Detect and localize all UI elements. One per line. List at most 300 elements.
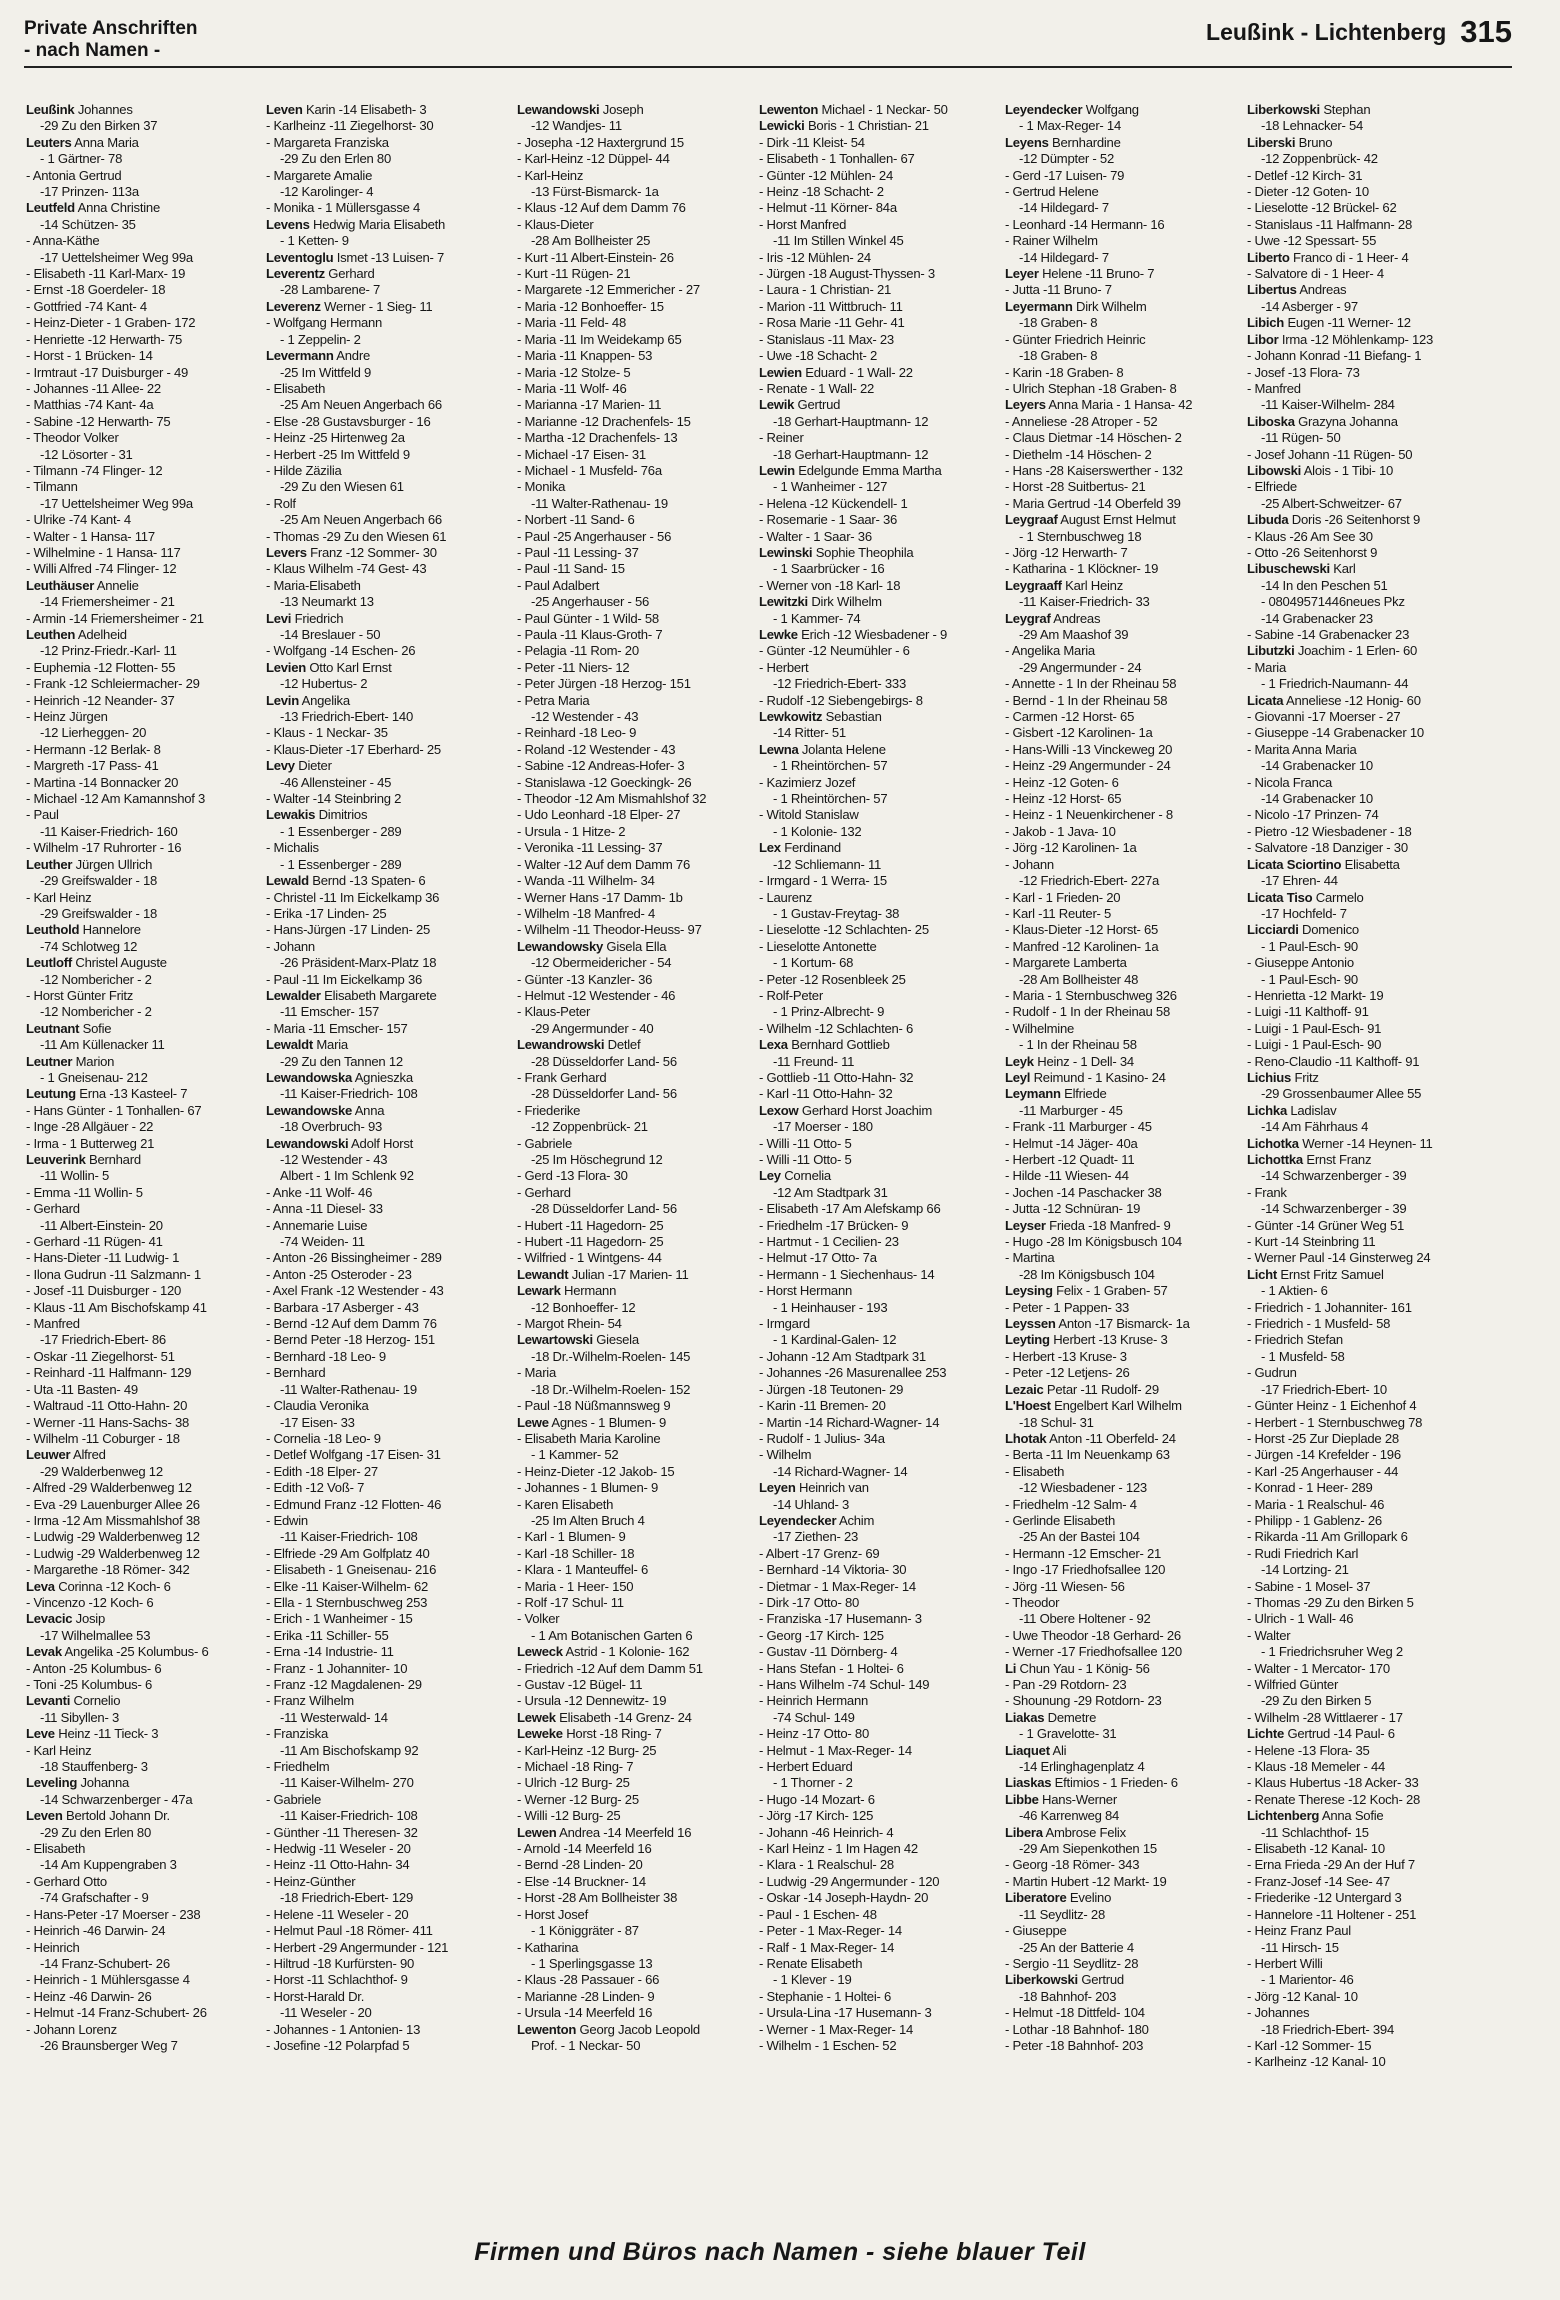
entry-line: - Maria -11 Im Weidekamp 65: [517, 331, 682, 347]
entry-line: - Euphemia -12 Flotten- 55: [26, 659, 176, 675]
entry-line: - Bernd -12 Auf dem Damm 76: [266, 1316, 437, 1332]
entry-line: - Antonia Gertrud: [26, 167, 122, 183]
entry-line: - Erika -17 Linden- 25: [266, 905, 387, 921]
entry-line: - Anton -26 Bissingheimer - 289: [266, 1250, 442, 1266]
surname-entry: [1247, 643, 1487, 659]
entry-line: - Stanislaus -11 Halfmann- 28: [1247, 216, 1412, 232]
surname-entry: [1005, 611, 1245, 627]
footer-note: Firmen und Büros nach Namen - siehe blauer Teil: [474, 2238, 1086, 2266]
entry-line: - Wilhelm -11 Theodor-Heuss- 97: [517, 922, 702, 938]
address-line: - 1 Kammer- 52: [531, 1447, 619, 1463]
entry-line: - Wilhelm -18 Manfred- 4: [517, 905, 656, 921]
entry-line: - Willi -11 Otto- 5: [759, 1152, 852, 1167]
address-line: - 1 Heinhauser - 193: [773, 1299, 888, 1315]
surname-entry: [26, 1775, 266, 1791]
address-line: -28 Düsseldorfer Land- 56: [531, 1086, 677, 1102]
surname: Leyens: [1005, 134, 1049, 150]
address-line: -12 Obermeidericher - 54: [531, 955, 672, 971]
entry-line: - Ulrich -12 Burg- 25: [517, 1775, 630, 1791]
entry-line: - Gerd -13 Flora- 30: [517, 1168, 628, 1184]
address-line: -18 Dr.-Wilhelm-Roelen- 145: [531, 1348, 691, 1364]
entry-details: Heinz - 1 Dell- 34: [1033, 1053, 1134, 1069]
entry-line: - Wilfried Günter: [1247, 1677, 1339, 1692]
entry-line: - Renate - 1 Wall- 22: [759, 380, 875, 396]
entry-line: - Carmen -12 Horst- 65: [1005, 709, 1135, 725]
entry-line: - Paul Adalbert: [517, 577, 600, 593]
address-line: -14 Grabenacker 23: [1261, 610, 1373, 626]
entry-line: - Elisabeth -11 Karl-Marx- 19: [26, 266, 186, 282]
entry-line: - Elisabeth -12 Kanal- 10: [1247, 1841, 1385, 1857]
entry-line: - Johannes -11 Allee- 22: [26, 380, 161, 396]
entry-line: - Henrietta -12 Markt- 19: [1247, 987, 1384, 1003]
entry-details: Andreas: [1296, 282, 1347, 298]
address-line: - 1 Friedrichsruher Weg 2: [1261, 1644, 1403, 1660]
entry-details: August Ernst Helmut: [1057, 512, 1176, 528]
entry-line: - Gisbert -12 Karolinen- 1a: [1005, 725, 1153, 741]
surname: Libuschewski: [1247, 561, 1330, 577]
address-line: -14 Asberger - 97: [1261, 298, 1358, 314]
entry-line: - Helmut - 1 Max-Reger- 14: [759, 1742, 912, 1758]
surname: Lewinski: [759, 544, 813, 560]
entry-line: - Martha -12 Drachenfels- 13: [517, 430, 678, 446]
entry-line: - Thomas -29 Zu den Birken 5: [1247, 1594, 1414, 1610]
entry-line: - Horst Hermann: [759, 1283, 853, 1299]
entry-line: - Sergio -11 Seydlitz- 28: [1005, 1955, 1139, 1971]
entry-line: - Veronika -11 Lessing- 37: [517, 840, 663, 856]
address-line: -25 Albert-Schweitzer- 67: [1261, 495, 1402, 511]
entry-details: Michael - 1 Neckar- 50: [818, 102, 948, 117]
address-line: -17 Uettelsheimer Weg 99a: [40, 495, 193, 511]
entry-details: Georg Jacob Leopold: [576, 2021, 700, 2037]
surname-entry: [1247, 1152, 1487, 1168]
entry-line: - Hans-Peter -17 Moerser - 238: [26, 1906, 201, 1922]
surname: Leygraaf: [1005, 512, 1058, 528]
entry-line: - Friedrich - 1 Musfeld- 58: [1247, 1316, 1391, 1332]
surname-entry: [266, 348, 506, 364]
address-line: -12 Friedrich-Ebert- 333: [773, 676, 906, 692]
directory-column-2: [266, 102, 506, 2202]
entry-line: - Gerhard: [517, 1184, 571, 1200]
entry-line: - Günter -12 Mühlen- 24: [759, 167, 893, 183]
surname: Leutloff: [26, 955, 72, 971]
entry-line: - Renate Therese -12 Koch- 28: [1247, 1791, 1421, 1807]
surname-entry: [759, 1103, 999, 1119]
entry-line: - Ludwig -29 Angermunder - 120: [759, 1873, 940, 1889]
entry-details: Heinz -11 Tieck- 3: [54, 1726, 159, 1742]
entry-details: Ernst Franz: [1302, 1152, 1372, 1167]
entry-details: Dirk Wilhelm: [807, 594, 882, 610]
entry-line: - Karl -11 Reuter- 5: [1005, 905, 1112, 921]
entry-line: - Ulrike -74 Kant- 4: [26, 512, 131, 528]
address-line: -29 Angermunder - 40: [531, 1020, 654, 1036]
entry-line: - Walter - 1 Saar- 36: [759, 528, 872, 544]
entry-details: Christel Auguste: [72, 955, 167, 971]
entry-line: - Michalis: [266, 840, 319, 856]
entry-line: - Rudolf - 1 In der Rheinau 58: [1005, 1004, 1171, 1020]
entry-line: - Karl Heinz - 1 Im Hagen 42: [759, 1841, 918, 1857]
entry-line: - Uwe -12 Spessart- 55: [1247, 233, 1377, 249]
surname: Lichka: [1247, 1102, 1287, 1118]
entry-line: - Laura - 1 Christian- 21: [759, 282, 892, 298]
surname: Leyk: [1005, 1053, 1034, 1069]
entry-line: - Ingo -17 Friedhofsallee 120: [1005, 1562, 1166, 1578]
entry-details: Anton -11 Oberfeld- 24: [1046, 1430, 1176, 1446]
surname: Leygraf: [1005, 610, 1051, 626]
entry-line: - Helmut -18 Dittfeld- 104: [1005, 2005, 1145, 2021]
entry-line: - Diethelm -14 Höschen- 2: [1005, 446, 1152, 462]
address-line: -25 Im Wittfeld 9: [280, 364, 372, 380]
entry-details: Engelbert Karl Wilhelm: [1050, 1398, 1182, 1414]
entry-line: - Sabine -14 Grabenacker 23: [1247, 627, 1410, 642]
page-range-heading: [1206, 14, 1512, 50]
entry-line: - Gabriele: [517, 1135, 572, 1151]
surname-entry: [1005, 1332, 1245, 1348]
surname: Leyendecker: [759, 1512, 837, 1528]
surname: Lewandowska: [266, 1069, 353, 1085]
address-line: -14 Am Fährhaus 4: [1261, 1119, 1369, 1135]
entry-line: - Gertrud Helene: [1005, 184, 1099, 200]
entry-line: - Hans-Willi -13 Vinckeweg 20: [1005, 741, 1173, 757]
entry-details: Eduard - 1 Wall- 22: [801, 364, 913, 380]
entry-details: Fritz: [1291, 1069, 1319, 1085]
entry-line: - Klara - 1 Manteuffel- 6: [517, 1562, 649, 1578]
surname-entry: [759, 840, 999, 856]
entry-line: - Herbert - 1 Sternbuschweg 78: [1247, 1414, 1423, 1430]
entry-line: - Martin Hubert -12 Markt- 19: [1005, 1873, 1167, 1889]
surname: Licht: [1247, 1266, 1278, 1282]
entry-line: - Wilhelm: [759, 1447, 812, 1463]
entry-details: Dirk Wilhelm: [1072, 298, 1147, 314]
address-line: Prof. - 1 Neckar- 50: [531, 2037, 641, 2053]
surname-entry: [517, 102, 757, 118]
section-title-line2: - nach Namen -: [24, 40, 161, 61]
surname-entry: [26, 1579, 266, 1595]
entry-details: Hans-Werner: [1038, 1791, 1117, 1807]
entry-line: - Frank Gerhard: [517, 1069, 607, 1085]
entry-line: - Michael -18 Ring- 7: [517, 1759, 634, 1775]
surname: Libich: [1247, 315, 1285, 331]
entry-line: - Paul -25 Angerhauser - 56: [517, 528, 672, 544]
entry-line: - Anna-Käthe: [26, 233, 100, 249]
entry-line: - Maria - 1 Realschul- 46: [1247, 1496, 1385, 1512]
entry-details: Gerhard: [324, 266, 375, 282]
entry-line: - Kurt -14 Steinbring 11: [1247, 1234, 1376, 1250]
entry-details: Annelie: [94, 577, 139, 593]
entry-line: - Rudi Friedrich Karl: [1247, 1545, 1359, 1561]
surname: Levacic: [26, 1611, 73, 1627]
entry-line: - Jochen -14 Paschacker 38: [1005, 1184, 1162, 1200]
surname-entry: [26, 1086, 266, 1102]
surname-entry: [1005, 1792, 1245, 1808]
entry-line: - Lieselotte -12 Brückel- 62: [1247, 200, 1397, 216]
entry-line: - Friederike -12 Untergard 3: [1247, 1890, 1402, 1906]
entry-line: - Gustav -11 Dörnberg- 4: [759, 1644, 898, 1660]
entry-line: - Rolf: [266, 495, 296, 511]
entry-details: Bernhard: [85, 1152, 141, 1167]
address-line: - 1 Saarbrücker - 16: [773, 561, 885, 577]
entry-line: - Rolf -17 Schul- 11: [517, 1594, 624, 1610]
address-line: -12 Schliemann- 11: [773, 856, 882, 872]
surname-entry: [266, 545, 506, 561]
address-line: -13 Neumarkt 13: [280, 594, 374, 610]
entry-line: - Friedhelm -17 Brücken- 9: [759, 1217, 909, 1233]
entry-line: - Kazimierz Jozef: [759, 774, 856, 790]
entry-line: - Maria -11 Wolf- 46: [517, 380, 627, 396]
entry-line: - Norbert -11 Sand- 6: [517, 512, 635, 528]
entry-details: Josip: [72, 1611, 106, 1627]
entry-line: - Gerhard: [26, 1201, 80, 1217]
address-line: -12 Friedrich-Ebert- 227a: [1019, 873, 1160, 889]
surname: Licata: [1247, 692, 1284, 708]
entry-line: - Stanislaus -11 Max- 23: [759, 331, 894, 347]
section-title-line1: Private Anschriften: [24, 18, 198, 39]
address-line: -11 Westerwald- 14: [280, 1709, 388, 1725]
address-line: -74 Grafschafter - 9: [40, 1890, 149, 1906]
surname: Lichius: [1247, 1069, 1292, 1085]
entry-line: - Maria -11 Knappen- 53: [517, 348, 653, 364]
entry-line: - Bernd -28 Linden- 20: [517, 1857, 643, 1873]
surname-entry: [1005, 1972, 1245, 1988]
address-line: -17 Friedrich-Ebert- 86: [40, 1332, 166, 1348]
entry-line: - Maria: [517, 1365, 556, 1381]
entry-line: - Marianne -12 Drachenfels- 15: [517, 413, 691, 429]
surname: Lex: [759, 840, 781, 856]
address-line: -14 Schwarzenberger - 39: [1261, 1201, 1407, 1217]
entry-line: - Tilmann -74 Flinger- 12: [26, 462, 163, 478]
entry-line: - Margreth -17 Pass- 41: [26, 758, 159, 774]
entry-line: - Hartmut - 1 Cecilien- 23: [759, 1234, 899, 1250]
address-line: -11 Albert-Einstein- 20: [40, 1217, 163, 1233]
entry-line: - Jörg -17 Kirch- 125: [759, 1808, 874, 1824]
surname: Ley: [759, 1168, 781, 1184]
surname-entry: [26, 578, 266, 594]
entry-details: Evelino: [1066, 1890, 1112, 1906]
entry-details: Chun Yau - 1 König- 56: [1016, 1660, 1150, 1676]
surname-entry: [26, 102, 266, 118]
entry-line: - Gerhard Otto: [26, 1873, 107, 1889]
surname-entry: [1005, 135, 1245, 151]
address-line: -12 Nombericher - 2: [40, 1004, 152, 1020]
entry-line: - Wilhelm -17 Ruhrorter - 16: [26, 840, 182, 856]
address-line: -29 Zu den Birken 5: [1261, 1693, 1372, 1709]
surname: Lewek: [517, 1709, 556, 1725]
surname: Leuthold: [26, 922, 80, 938]
surname-entry: [759, 742, 999, 758]
entry-line: - Willi -12 Burg- 25: [517, 1808, 621, 1824]
surname: Lhotak: [1005, 1430, 1047, 1446]
entry-line: - Franz - 1 Johanniter- 10: [266, 1660, 408, 1676]
surname: Lewke: [759, 627, 798, 642]
entry-details: Adelheid: [75, 627, 127, 642]
entry-line: - Theodor -12 Am Mismahlshof 32: [517, 791, 707, 807]
entry-line: - Irmtraut -17 Duisburger - 49: [26, 364, 189, 380]
address-line: -14 Erlinghagenplatz 4: [1019, 1759, 1145, 1775]
entry-line: - Reiner: [759, 430, 804, 446]
entry-line: - Walter -12 Auf dem Damm 76: [517, 856, 690, 872]
entry-line: - Roland -12 Westender - 43: [517, 741, 676, 757]
entry-line: - Irma -12 Am Missmahlshof 38: [26, 1512, 200, 1528]
surname-entry: [759, 1480, 999, 1496]
entry-line: - Uwe -18 Schacht- 2: [759, 348, 877, 364]
entry-line: - Hans Stefan - 1 Holtei- 6: [759, 1660, 904, 1676]
surname-entry: [1247, 250, 1487, 266]
entry-details: Karin -14 Elisabeth- 3: [302, 102, 427, 117]
surname-entry: [1247, 1103, 1487, 1119]
address-line: -12 Wandjes- 11: [531, 118, 622, 134]
entry-details: Doris -26 Seitenhorst 9: [1288, 512, 1420, 528]
entry-line: - Konrad - 1 Heer- 289: [1247, 1480, 1373, 1496]
address-line: -29 Zu den Wiesen 61: [280, 479, 404, 495]
entry-line: - Herbert -29 Angermunder - 121: [266, 1939, 449, 1955]
surname: Leyer: [1005, 266, 1039, 282]
surname: Lewandt: [517, 1266, 569, 1282]
surname: Leverentz: [266, 266, 325, 282]
surname-entry: [26, 1726, 266, 1742]
entry-details: Andrea -14 Meerfeld 16: [556, 1824, 692, 1840]
surname-entry: [1005, 1070, 1245, 1086]
entry-line: - Horst Josef: [517, 1906, 588, 1922]
entry-details: Anna Maria: [71, 134, 139, 150]
entry-details: Sophie Theophila: [812, 544, 914, 560]
entry-line: - Johann -12 Am Stadtpark 31: [759, 1348, 926, 1364]
address-line: -17 Prinzen- 113a: [40, 184, 139, 200]
entry-line: - Luigi - 1 Paul-Esch- 91: [1247, 1020, 1382, 1036]
address-line: -74 Schul- 149: [773, 1709, 855, 1725]
surname: Leweck: [517, 1644, 563, 1660]
address-line: - 1 Rheintörchen- 57: [773, 758, 888, 774]
entry-details: Franco di - 1 Heer- 4: [1289, 249, 1409, 265]
entry-line: - Heinz Jürgen: [26, 709, 108, 725]
address-line: - 1 Gneisenau- 212: [40, 1069, 148, 1085]
entry-line: - Armin -14 Friemersheimer - 21: [26, 610, 204, 626]
surname-entry: [759, 463, 999, 479]
entry-line: - Gottfried -74 Kant- 4: [26, 298, 147, 314]
entry-details: Corinna -12 Koch- 6: [54, 1578, 171, 1594]
entry-line: - Friedhelm -12 Salm- 4: [1005, 1496, 1137, 1512]
surname: Leyting: [1005, 1332, 1050, 1348]
entry-details: Gertrud: [794, 397, 841, 413]
entry-details: Friedrich: [291, 610, 344, 626]
surname: Leyers: [1005, 397, 1046, 413]
address-line: -74 Weiden- 11: [280, 1234, 365, 1250]
entry-line: - Helene -11 Weseler - 20: [266, 1906, 409, 1922]
surname-entry: [26, 1021, 266, 1037]
entry-line: - Detlef Wolfgang -17 Eisen- 31: [266, 1447, 441, 1463]
entry-line: - Klaus -12 Auf dem Damm 76: [517, 200, 686, 216]
entry-line: - Irma - 1 Butterweg 21: [26, 1135, 155, 1151]
surname-entry: [26, 1054, 266, 1070]
entry-details: Elisabetta: [1341, 856, 1400, 872]
entry-line: - Toni -25 Kolumbus- 6: [26, 1677, 152, 1692]
entry-details: Felix - 1 Graben- 57: [1052, 1283, 1168, 1299]
entry-line: - Sabine -12 Herwarth- 75: [26, 413, 171, 429]
address-line: -28 Im Königsbusch 104: [1019, 1266, 1155, 1282]
surname-entry: [26, 1611, 266, 1627]
surname-entry: [517, 2022, 757, 2038]
entry-details: Maria: [313, 1037, 348, 1053]
address-line: - 1 Wanheimer - 127: [773, 479, 888, 495]
entry-line: - Laurenz: [759, 889, 813, 905]
surname-entry: [26, 135, 266, 151]
entry-line: - Edith -12 Voß- 7: [266, 1480, 365, 1496]
entry-line: - Johannes - 1 Antonien- 13: [266, 2021, 421, 2037]
address-line: -18 Gerhart-Hauptmann- 12: [773, 446, 929, 462]
surname-entry: [266, 217, 506, 233]
address-line: - 1 Sperlingsgasse 13: [531, 1955, 653, 1971]
surname-entry: [1005, 1086, 1245, 1102]
entry-details: Karl: [1329, 561, 1356, 577]
entry-line: - Maria -11 Emscher- 157: [266, 1020, 408, 1036]
entry-line: - Franz Wilhelm: [266, 1693, 354, 1709]
entry-line: - Oskar -11 Ziegelhorst- 51: [26, 1348, 175, 1364]
surname: Lewandowski: [517, 102, 600, 117]
surname: Li: [1005, 1660, 1017, 1676]
surname: Lewenton: [759, 102, 819, 117]
surname-entry: [266, 660, 506, 676]
entry-line: - Elisabeth - 1 Gneisenau- 216: [266, 1562, 437, 1578]
entry-line: - Günter -13 Kanzler- 36: [517, 971, 653, 987]
entry-details: Domenico: [1298, 922, 1359, 938]
address-line: -29 Grossenbaumer Allee 55: [1261, 1086, 1422, 1102]
address-line: - 1 Gärtner- 78: [40, 151, 123, 167]
entry-line: - Jutta -12 Schnüran- 19: [1005, 1201, 1141, 1217]
entry-line: - Georg -17 Kirch- 125: [759, 1627, 884, 1643]
address-line: -11 Kaiser-Friedrich- 160: [40, 823, 178, 839]
entry-line: - Claus Dietmar -14 Höschen- 2: [1005, 430, 1182, 446]
entry-line: - Friedrich - 1 Johanniter- 161: [1247, 1299, 1412, 1315]
address-line: -26 Braunsberger Weg 7: [40, 2037, 178, 2053]
entry-line: - Johann -46 Heinrich- 4: [759, 1824, 894, 1840]
entry-line: - Sabine -12 Andreas-Hofer- 3: [517, 758, 685, 774]
entry-line: - Manfred -12 Karolinen- 1a: [1005, 938, 1159, 954]
page-number: 315: [1460, 14, 1512, 49]
entry-line: - Klaus-Dieter -17 Eberhard- 25: [266, 741, 441, 757]
entry-line: - Monika - 1 Müllersgasse 4: [266, 200, 421, 216]
entry-line: - Hermann -12 Emscher- 21: [1005, 1545, 1162, 1561]
entry-line: - Salvatore di - 1 Heer- 4: [1247, 266, 1384, 282]
entry-line: - Margarete -12 Emmericher - 27: [517, 282, 700, 298]
surname-entry: [1247, 1808, 1487, 1824]
entry-line: - Elisabeth - 1 Tonhallen- 67: [759, 151, 915, 167]
entry-line: - Klaus -11 Am Bischofskamp 41: [26, 1299, 207, 1315]
surname: Lewna: [759, 741, 799, 757]
entry-line: - Werner - 1 Max-Reger- 14: [759, 2021, 914, 2037]
entry-line: - Herbert -25 Im Wittfeld 9: [266, 446, 410, 462]
surname: Liberkowski: [1005, 1972, 1078, 1988]
entry-line: - Herbert Willi: [1247, 1955, 1323, 1971]
entry-details: Hedwig Maria Elisabeth: [309, 216, 446, 232]
entry-line: - Leonhard -14 Hermann- 16: [1005, 216, 1165, 232]
entry-line: - Klara - 1 Realschul- 28: [759, 1857, 894, 1873]
surname: Levak: [26, 1644, 62, 1660]
surname-entry: [1005, 1283, 1245, 1299]
address-line: -28 Am Bollheister 48: [1019, 971, 1139, 987]
surname: Lewaldt: [266, 1037, 313, 1053]
entry-line: - Heinrich Hermann: [759, 1693, 869, 1709]
entry-line: - Peter Jürgen -18 Herzog- 151: [517, 676, 691, 692]
address-line: -25 Am Neuen Angerbach 66: [280, 397, 442, 413]
surname: Lewakis: [266, 807, 316, 823]
address-line: - 1 Friedrich-Naumann- 44: [1261, 676, 1409, 692]
address-line: -12 Zoppenbrück- 42: [1261, 151, 1378, 167]
address-line: -12 Lierheggen- 20: [40, 725, 147, 741]
address-line: -12 Wiesbadener - 123: [1019, 1480, 1147, 1496]
entry-line: - Paula -11 Klaus-Groth- 7: [517, 627, 663, 642]
entry-details: Bernhard Gottlieb: [787, 1037, 890, 1053]
surname-entry: [1247, 332, 1487, 348]
entry-line: - Ralf - 1 Max-Reger- 14: [759, 1939, 895, 1955]
address-line: - 1 Aktien- 6: [1261, 1283, 1328, 1299]
